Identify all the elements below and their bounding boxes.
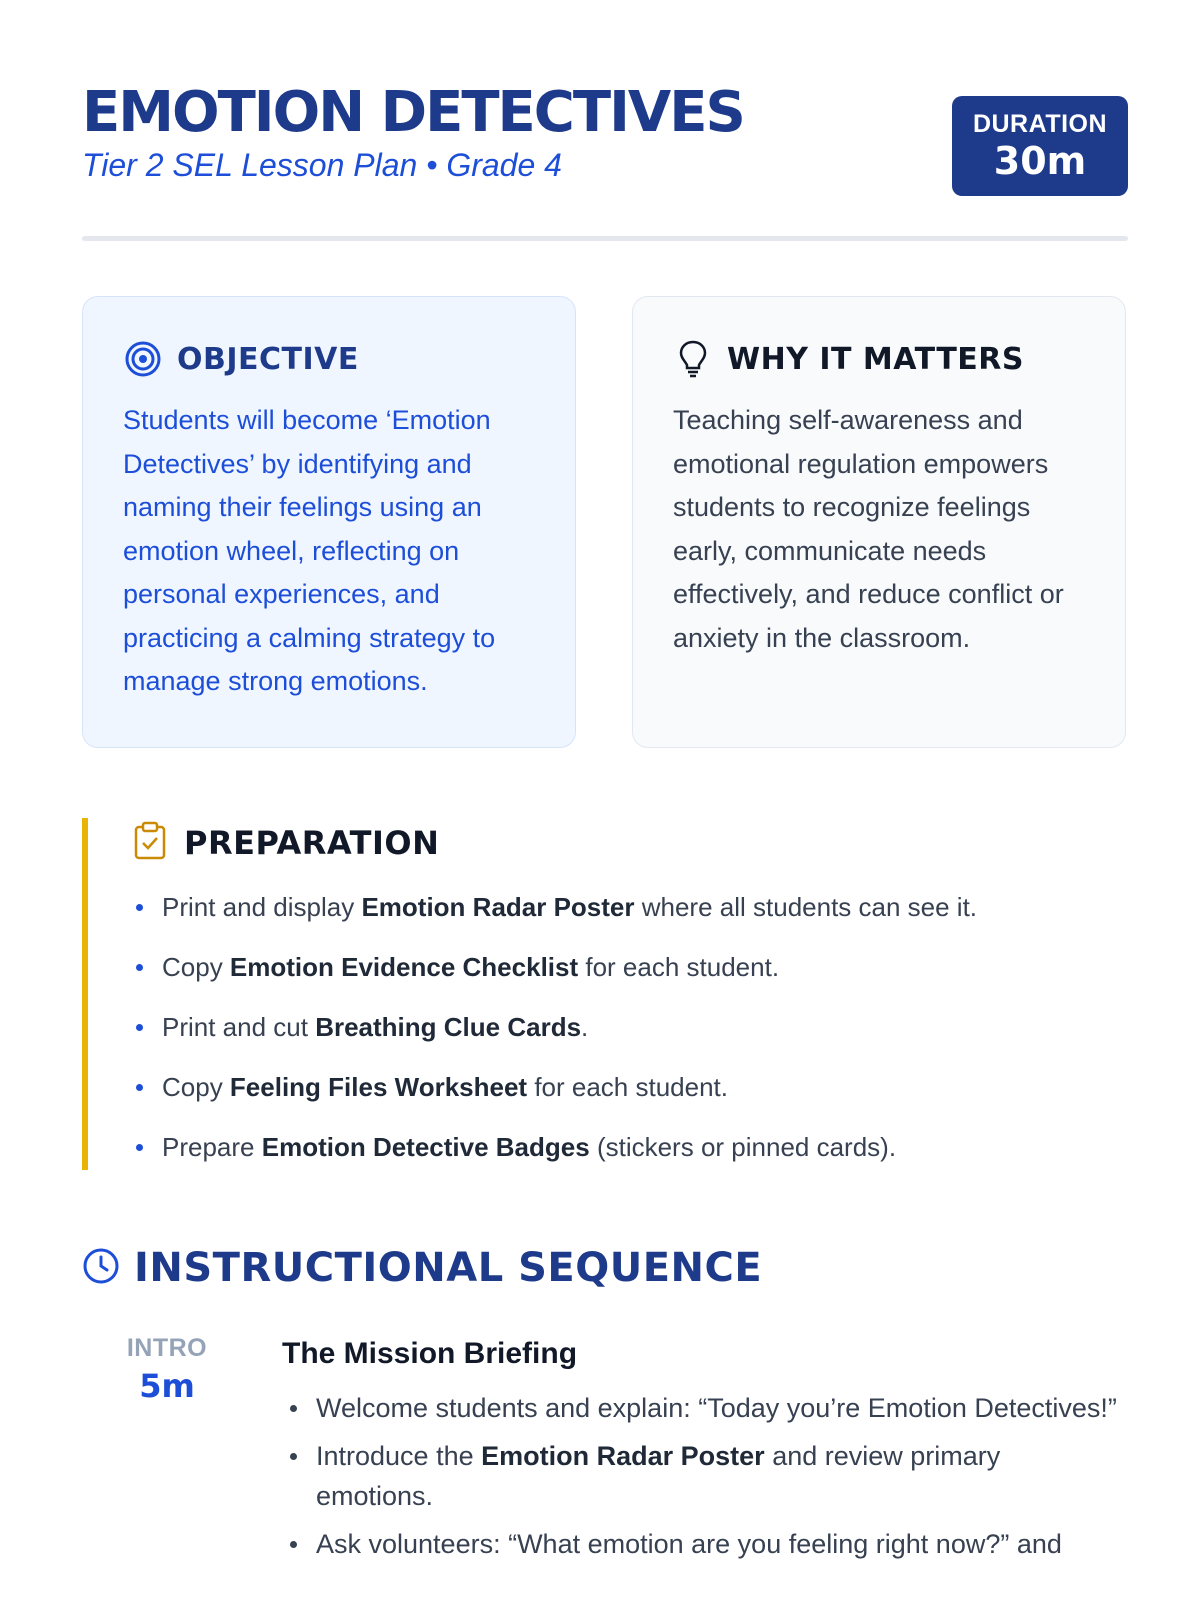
preparation-list (132, 890, 1112, 1190)
objective-title: OBJECTIVE (177, 341, 359, 377)
duration-value: 30m (993, 139, 1087, 183)
list-item: Ask volunteers: “What emotion are you feeling right now?” and (282, 1524, 1122, 1564)
list-item: Copy Emotion Evidence Checklist for each student. (132, 950, 1112, 1010)
why-it-matters-title: WHY IT MATTERS (727, 341, 1024, 377)
clipboard-check-icon (132, 821, 168, 866)
phase-marker (122, 1334, 212, 1405)
duration-label: DURATION (972, 110, 1108, 138)
why-it-matters-body: Teaching self-awareness and emotional regulation empowers students to recognize feelings early, communicate needs effectively, and reduce conflict or anxiety in the classroom. (673, 405, 1064, 653)
list-item: Print and display Emotion Radar Poster where all students can see it. (132, 890, 1112, 950)
sequence-header (82, 1240, 762, 1296)
sequence-title: INSTRUCTIONAL SEQUENCE (134, 1245, 763, 1291)
list-item: Introduce the Emotion Radar Poster and review primary emotions. (282, 1436, 1122, 1516)
objective-body: Students will become ‘Emotion Detectives’ by identifying and naming their feelings using an emotion wheel, reflecting on personal experiences, and practicing a calming strategy to manage strong emotions. (123, 405, 496, 696)
step-list (282, 1388, 1122, 1564)
why-it-matters-card (632, 296, 1126, 748)
clock-icon (82, 1247, 120, 1290)
list-item: Copy Feeling Files Worksheet for each student. (132, 1070, 1112, 1130)
list-item: Print and cut Breathing Clue Cards. (132, 1010, 1112, 1070)
header (82, 82, 1128, 184)
duration-badge (952, 96, 1128, 196)
sequence-step (282, 1334, 1122, 1572)
page-subtitle: Tier 2 SEL Lesson Plan • Grade 4 (82, 147, 562, 183)
preparation-section (82, 818, 1134, 1170)
preparation-title: PREPARATION (184, 824, 440, 862)
list-item: Prepare Emotion Detective Badges (stickers or pinned cards). (132, 1130, 1112, 1190)
objective-card (82, 296, 576, 748)
target-icon (123, 339, 163, 379)
list-item: Welcome students and explain: “Today you’re Emotion Detectives!” (282, 1388, 1122, 1428)
page-title: EMOTION DETECTIVES (82, 80, 744, 145)
phase-time: 5m (139, 1367, 195, 1405)
step-title: The Mission Briefing (282, 1337, 578, 1370)
header-divider (82, 236, 1128, 241)
lightbulb-icon (673, 339, 713, 379)
phase-label: INTRO (126, 1334, 208, 1362)
